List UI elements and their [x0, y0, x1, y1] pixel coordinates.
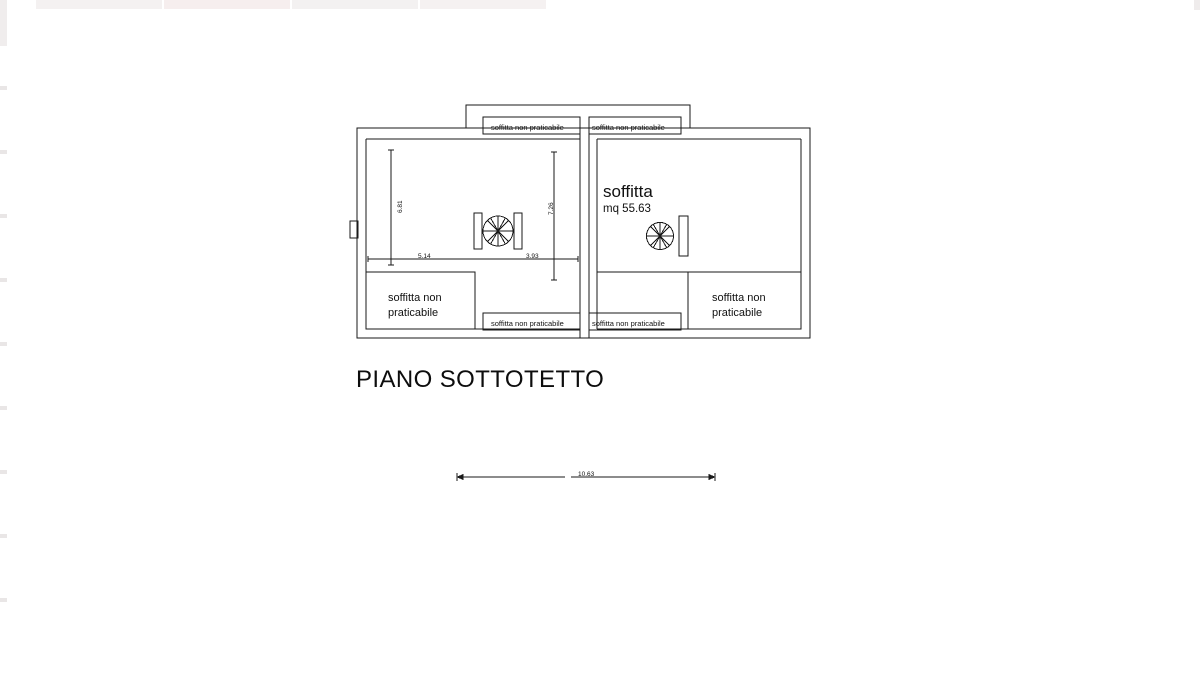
room-label-line1: soffitta non — [388, 292, 442, 304]
dimension-lower-left: 5.14 — [418, 253, 431, 260]
dimension-overall: 10.63 — [578, 471, 595, 478]
strip-label-bottom-left: soffitta non praticabile — [491, 319, 564, 328]
dimension-center-vertical: 7.26 — [548, 202, 555, 215]
room-label-non-practicable-right — [712, 291, 766, 321]
dimension-lower-right: 3.93 — [526, 253, 539, 260]
room-label-non-practicable-left — [388, 291, 442, 321]
page-title: PIANO SOTTOTETTO — [356, 366, 605, 393]
spiral-stair-icon-left — [474, 213, 522, 249]
spiral-stair-icon-right — [647, 216, 689, 256]
strip-label-top-right: soffitta non praticabile — [592, 123, 665, 132]
strip-label-bottom-right: soffitta non praticabile — [592, 319, 665, 328]
strip-label-top-left: soffitta non praticabile — [491, 123, 564, 132]
room-label-line1: soffitta non — [712, 292, 766, 304]
room-label-soffitta — [603, 182, 653, 216]
room-label-line2: praticabile — [712, 307, 763, 319]
dimension-left-vertical: 6.81 — [397, 200, 404, 213]
room-area: mq 55.63 — [603, 203, 651, 215]
room-name: soffitta — [603, 182, 653, 201]
room-label-line2: praticabile — [388, 307, 439, 319]
